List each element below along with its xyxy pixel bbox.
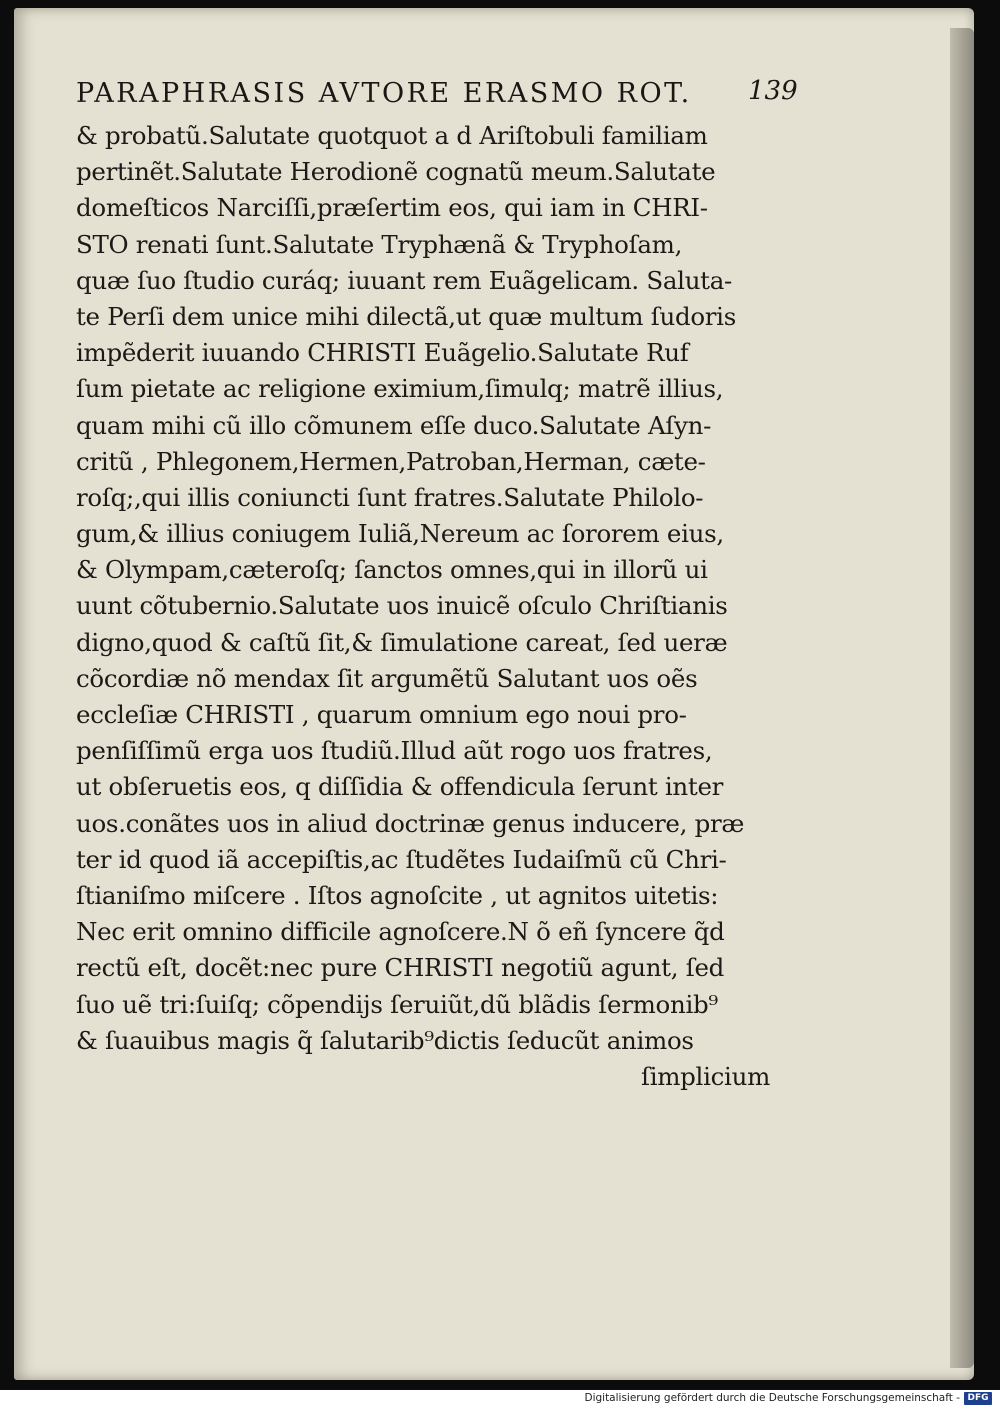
text-line: & Olympam,cæteroſq; ſanctos omnes,qui in illorũ ui bbox=[76, 555, 708, 585]
text-line: ſuo uẽ tri:ſuiſq; cõpendijs ſeruiũt,dũ blãdis ſermonib⁹ bbox=[76, 989, 718, 1019]
text-line: penſiſſimũ erga uos ſtudiũ.Illud aũt rogo uos fratres, bbox=[76, 736, 713, 766]
text-line: eccleſiæ CHRISTI , quarum omnium ego noui pro- bbox=[76, 700, 687, 729]
text-line: ſum pietate ac religione eximium,ſimulq; matrẽ illius, bbox=[76, 374, 724, 404]
text-line: ter id quod iã accepiſtis,ac ſtudẽtes Iudaiſmũ cũ Chri- bbox=[76, 844, 727, 874]
text-line: ut obſeruetis eos, q diſſidia & offendicula ſerunt inter bbox=[76, 772, 724, 802]
text-line: domeſticos Narciſſi,præſertim eos, qui iam in CHRI- bbox=[76, 193, 708, 223]
text-line: critũ , Phlegonem,Hermen,Patroban,Herman, cæte- bbox=[76, 446, 706, 476]
catchword: ſimplicium bbox=[640, 1061, 770, 1091]
text-block bbox=[76, 118, 776, 1095]
text-line: ſtianiſmo miſcere . Iſtos agnoſcite , ut agnitos uitetis: bbox=[76, 880, 719, 910]
page-edge bbox=[950, 28, 974, 1368]
text-line: cõcordiæ nõ mendax ſit argumẽtũ Salutant uos oẽs bbox=[76, 663, 698, 693]
text-line: quæ ſuo ſtudio curáq; iuuant rem Euãgelicam. Saluta- bbox=[76, 265, 732, 295]
text-line: pertinẽt.Salutate Herodionẽ cognatũ meum.Salutate bbox=[76, 157, 716, 187]
text-line: & probatũ.Salutate quotquot a d Ariſtobuli familiam bbox=[76, 121, 708, 150]
text-line: & ſuauibus magis q̃ ſalutarib⁹dictis ſeducũt animos bbox=[76, 1025, 694, 1055]
text-line: Nec erit omnino difficile agnoſcere.N õ eñ ſyncere q̃d bbox=[76, 917, 725, 947]
running-head: PARAPHRASIS AVTORE ERASMO ROT. bbox=[76, 78, 692, 109]
text-line: roſq;,qui illis coniuncti ſunt fratres.Salutate Philolo- bbox=[76, 482, 704, 512]
text-line: uunt cõtubernio.Salutate uos inuicẽ oſculo Chriſtianis bbox=[76, 591, 728, 621]
funding-credit: Digitalisierung gefördert durch die Deutsche Forschungsgemeinschaft - bbox=[584, 1392, 960, 1404]
text-line: quam mihi cũ illo cõmunem eſſe duco.Salutate Aſyn- bbox=[76, 410, 712, 440]
text-line: uos.conãtes uos in aliud doctrinæ genus inducere, præ bbox=[76, 808, 745, 838]
text-line: te Perſi dem unice mihi dilectã,ut quæ multum ſudoris bbox=[76, 301, 736, 331]
text-line: digno,quod & caſtũ ſit,& ſimulatione careat, ſed ueræ bbox=[76, 627, 728, 657]
text-line: rectũ eſt, docẽt:nec pure CHRISTI negotiũ agunt, ſed bbox=[76, 953, 725, 983]
text-line: gum,& illius coniugem Iuliã,Nereum ac ſororem eius, bbox=[76, 519, 724, 549]
text-line: impẽderit iuuando CHRISTI Euãgelio.Salutate Ruf bbox=[76, 338, 689, 368]
dfg-logo[interactable]: DFG bbox=[964, 1392, 992, 1405]
text-line: STO renati ſunt.Salutate Tryphænã & Tryphoſam, bbox=[76, 229, 683, 259]
page-number: 139 bbox=[748, 76, 798, 106]
